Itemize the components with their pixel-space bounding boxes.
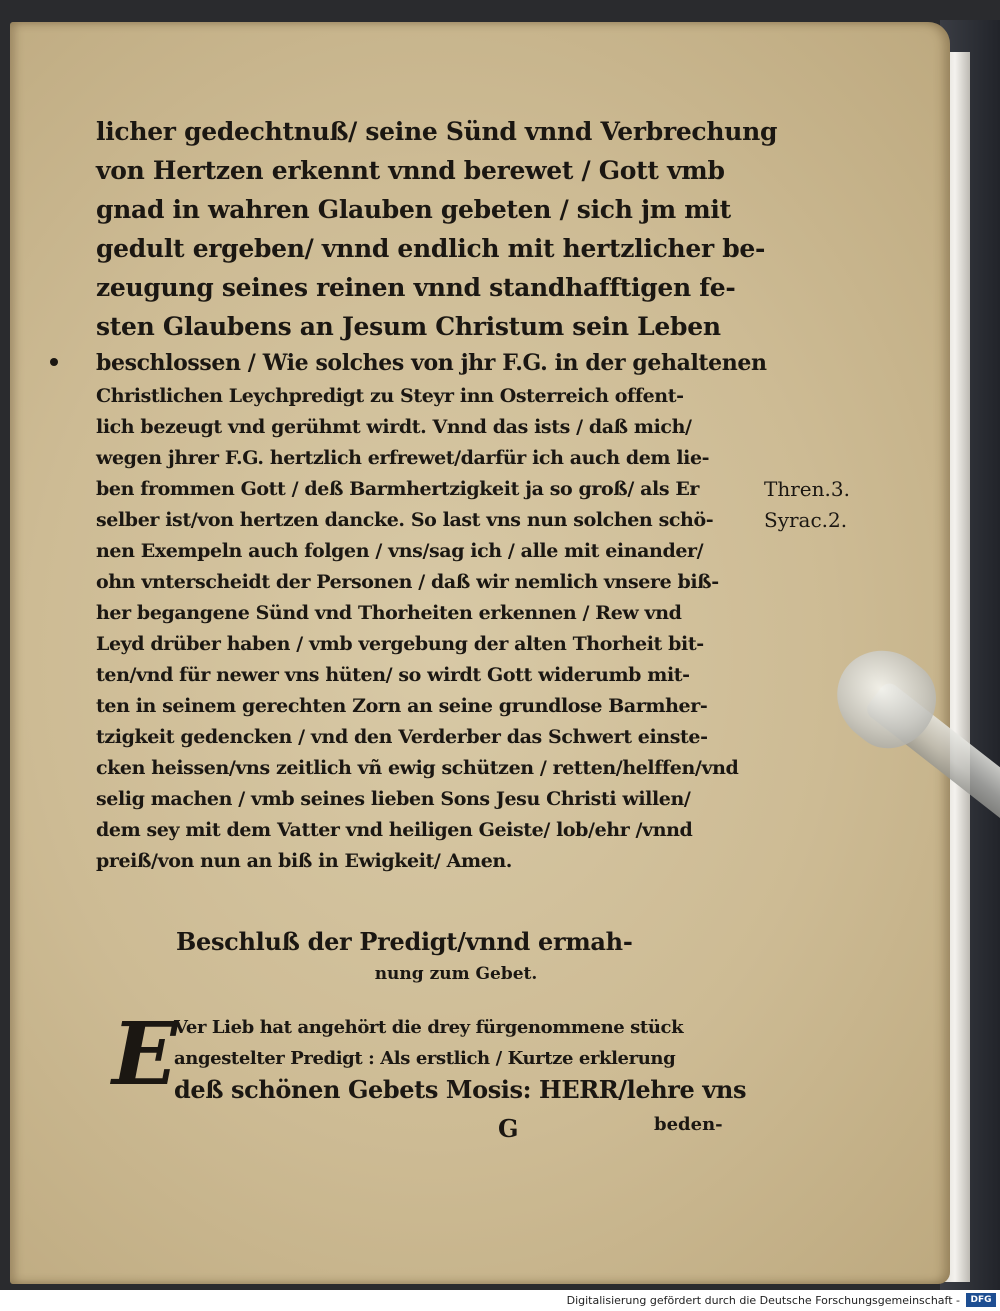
text-line: wegen jhrer F.G. hertzlich erfrewet/darfür ich auch dem lie-: [96, 447, 710, 469]
closing-paragraph: [112, 1004, 772, 1105]
text-line: preiß/von nun an biß in Ewigkeit/ Amen.: [96, 850, 513, 872]
marginal-notes: [764, 474, 850, 536]
text-line: selber ist/von hertzen dancke. So last vns nun solchen schö-: [96, 509, 714, 531]
text-line: ohn vnterscheidt der Personen / daß wir nemlich vnsere biß-: [96, 571, 719, 593]
marginal-note: Thren.3.: [764, 477, 850, 501]
dfg-logo: DFG: [966, 1293, 996, 1307]
text-line: her begangene Sünd vnd Thorheiten erkennen / Rew vnd: [96, 602, 682, 624]
text-line: selig machen / vmb seines lieben Sons Jesu Christi willen/: [96, 788, 691, 810]
text-line: von Hertzen erkennt vnnd berewet / Gott vmb: [96, 156, 725, 185]
text-line: ten/vnd für newer vns hüten/ so wirdt Gott widerumb mit-: [96, 664, 690, 686]
text-line: tzigkeit gedencken / vnd den Verderber das Schwert einste-: [96, 726, 708, 748]
text-line: ten in seinem gerechten Zorn an seine grundlose Barmher-: [96, 695, 708, 717]
heading-line: Beschluß der Predigt/vnnd ermah-: [176, 927, 633, 956]
text-line: nen Exempeln auch folgen / vns/sag ich / alle mit einander/: [96, 540, 704, 562]
text-line: beschlossen / Wie solches von jhr F.G. in der gehaltenen: [96, 350, 767, 376]
section-heading: [176, 924, 736, 988]
text-line: sten Glaubens an Jesum Christum sein Leben: [96, 312, 721, 341]
margin-dot: [50, 358, 58, 366]
text-line: zeugung seines reinen vnnd standhafftigen fe-: [96, 273, 736, 302]
text-line: ben frommen Gott / deß Barmhertzigkeit ja so groß/ als Er: [96, 478, 700, 500]
catchword: beden-: [654, 1114, 723, 1135]
footer-credit: Digitalisierung gefördert durch die Deutsche Forschungsgemeinschaft -: [566, 1294, 960, 1307]
text-line: dem sey mit dem Vatter vnd heiligen Geiste/ lob/ehr /vnnd: [96, 819, 693, 841]
text-line: lich bezeugt vnd gerühmt wirdt. Vnnd das ists / daß mich/: [96, 416, 692, 438]
main-text: [96, 112, 778, 877]
marginal-note: Syrac.2.: [764, 508, 848, 532]
drop-cap: E: [112, 1004, 178, 1105]
text-line: gedult ergeben/ vnnd endlich mit hertzlicher be-: [96, 234, 766, 263]
text-line: licher gedechtnuß/ seine Sünd vnnd Verbrechung: [96, 117, 778, 146]
text-line: cken heissen/vns zeitlich vñ ewig schützen / retten/helffen/vnd: [96, 757, 739, 779]
text-line: Christlichen Leychpredigt zu Steyr inn Osterreich offent-: [96, 385, 684, 407]
text-line: angestelter Predigt : Als erstlich / Kurtze erklerung: [174, 1048, 676, 1069]
text-line: gnad in wahren Glauben gebeten / sich jm mit: [96, 195, 731, 224]
footer: [0, 1290, 1000, 1311]
heading-line: nung zum Gebet.: [374, 964, 538, 984]
signature-mark: G: [498, 1114, 519, 1143]
text-line: Ver Lieb hat angehört die drey fürgenommene stück: [174, 1017, 684, 1038]
text-line: Leyd drüber haben / vmb vergebung der alten Thorheit bit-: [96, 633, 704, 655]
text-line: deß schönen Gebets Mosis: HERR/lehre vns: [174, 1075, 747, 1104]
